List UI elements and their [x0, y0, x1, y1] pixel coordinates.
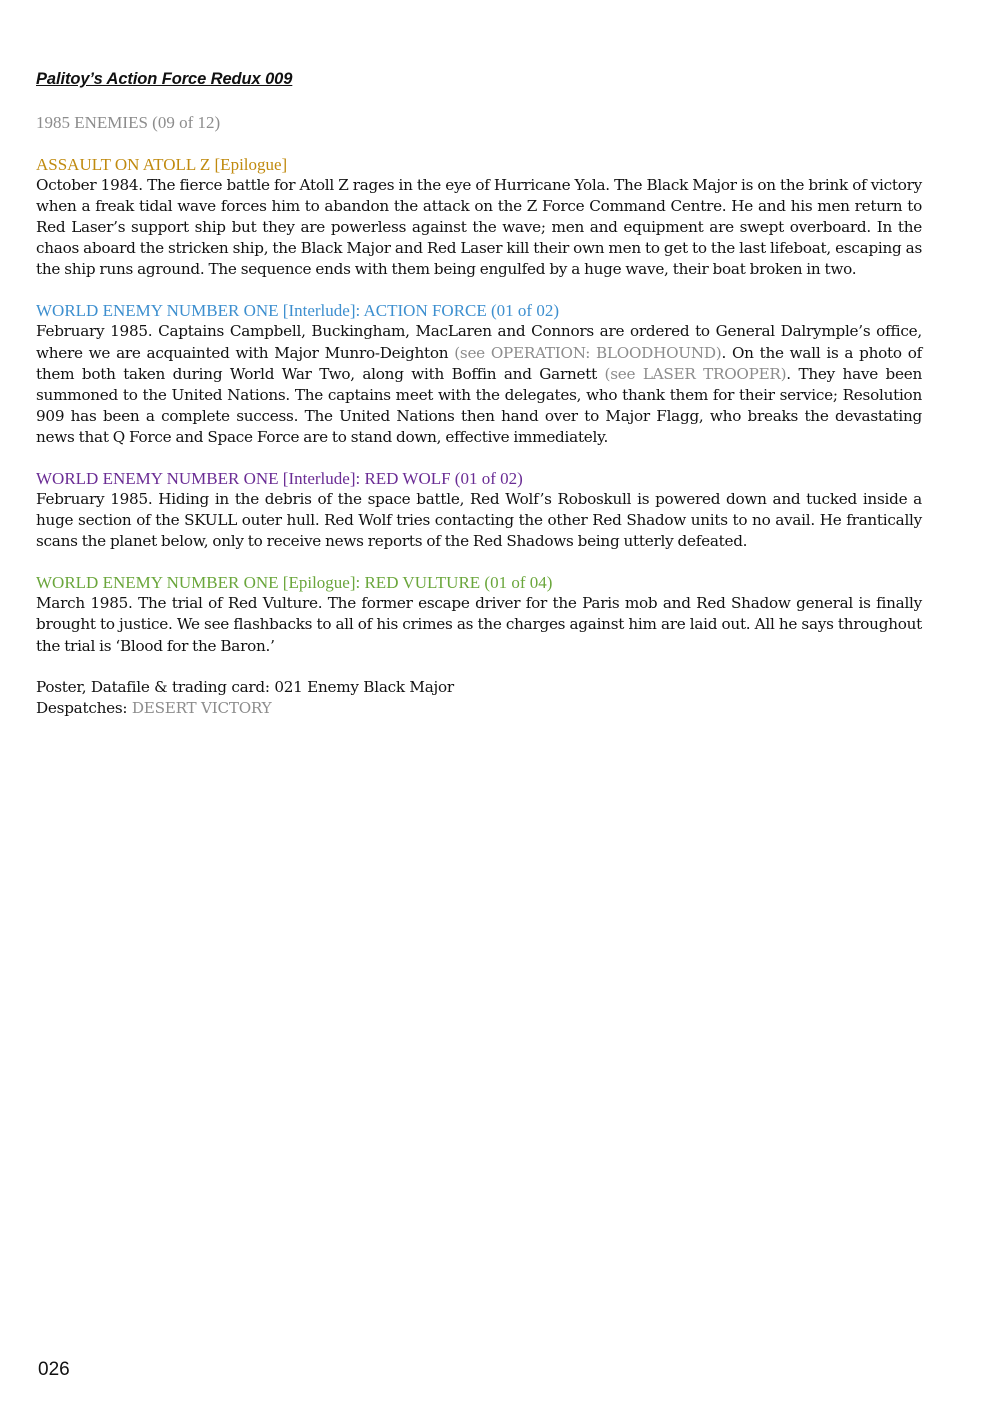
poster-datafile-line: Poster, Datafile & trading card: 021 Enemy Black Major	[36, 677, 454, 696]
cross-reference-operation-bloodhound: (see OPERATION: BLOODHOUND)	[454, 343, 722, 362]
document-subtitle: 1985 ENEMIES (09 of 12)	[36, 113, 221, 132]
document-page	[36, 66, 922, 719]
section-red-wolf	[36, 468, 922, 552]
page-number: 026	[38, 1359, 70, 1380]
section-heading-red-wolf: WORLD ENEMY NUMBER ONE [Interlude]: RED WOLF (01 of 02)	[36, 469, 523, 489]
body-text: . They have been summoned to the United Nations. The captains meet with the delegates, who thank them for their service; Resolution 909 has been a complete success. The United Nations then hand over to Major Flagg, who breaks the devastating news that Q Force and Space Force are to stand down, effective immediately.	[36, 364, 923, 446]
section-body-red-vulture: March 1985. The trial of Red Vulture. The former escape driver for the Paris mob and Red Shadow general is finally brought to justice. We see flashbacks to all of his crimes as the charges against him are laid out. All he says throughout the trial is ‘Blood for the Baron.’	[36, 594, 922, 655]
section-heading-assault-on-atoll-z: ASSAULT ON ATOLL Z [Epilogue]	[36, 155, 288, 174]
document-footer	[36, 677, 922, 719]
section-body-assault-on-atoll-z: October 1984. The fierce battle for Atoll Z rages in the eye of Hurricane Yola. The Black Major is on the brink of victory when a freak tidal wave forces him to abandon the attack on the Z Force Command Centre. He and his men return to Red Laser’s support ship but they are powerless against the wave; men and equipment are swept overboard. In the chaos aboard the stricken ship, the Black Major and Red Laser kill their own men to get to the last lifeboat, escaping as the ship runs aground. The sequence ends with them being engulfed by a huge wave, their boat broken in two.	[36, 176, 922, 279]
cross-reference-laser-trooper: (see LASER TROOPER)	[604, 364, 787, 383]
despatches-line	[36, 698, 922, 719]
body-text: February 1985. Captains Campbell, Buckingham, MacLaren and Connors are ordered to General Dalrymple’s office, where we are acquainted with Major Munro-Deighton	[36, 322, 922, 362]
body-text: . On the wall is a photo of them both taken during World War Two, along with Boffin and Garnett	[36, 343, 922, 383]
section-heading-red-vulture: WORLD ENEMY NUMBER ONE [Epilogue]: RED VULTURE (01 of 04)	[36, 573, 553, 593]
document-title: Palitoy’s Action Force Redux 009	[36, 70, 293, 88]
section-assault-on-atoll-z	[36, 154, 922, 280]
section-red-vulture	[36, 572, 922, 656]
despatches-label: Despatches:	[36, 698, 132, 717]
section-body-action-force	[36, 321, 922, 448]
section-heading-action-force: WORLD ENEMY NUMBER ONE [Interlude]: ACTION FORCE (01 of 02)	[36, 301, 560, 321]
despatches-value: DESERT VICTORY	[131, 698, 272, 717]
section-body-red-wolf: February 1985. Hiding in the debris of the space battle, Red Wolf’s Roboskull is powered down and tucked inside a huge section of the SKULL outer hull. Red Wolf tries contacting the other Red Shadow units to no avail. He frantically scans the planet below, only to receive news reports of the Red Shadows being utterly defeated.	[36, 490, 922, 551]
section-action-force	[36, 300, 922, 448]
